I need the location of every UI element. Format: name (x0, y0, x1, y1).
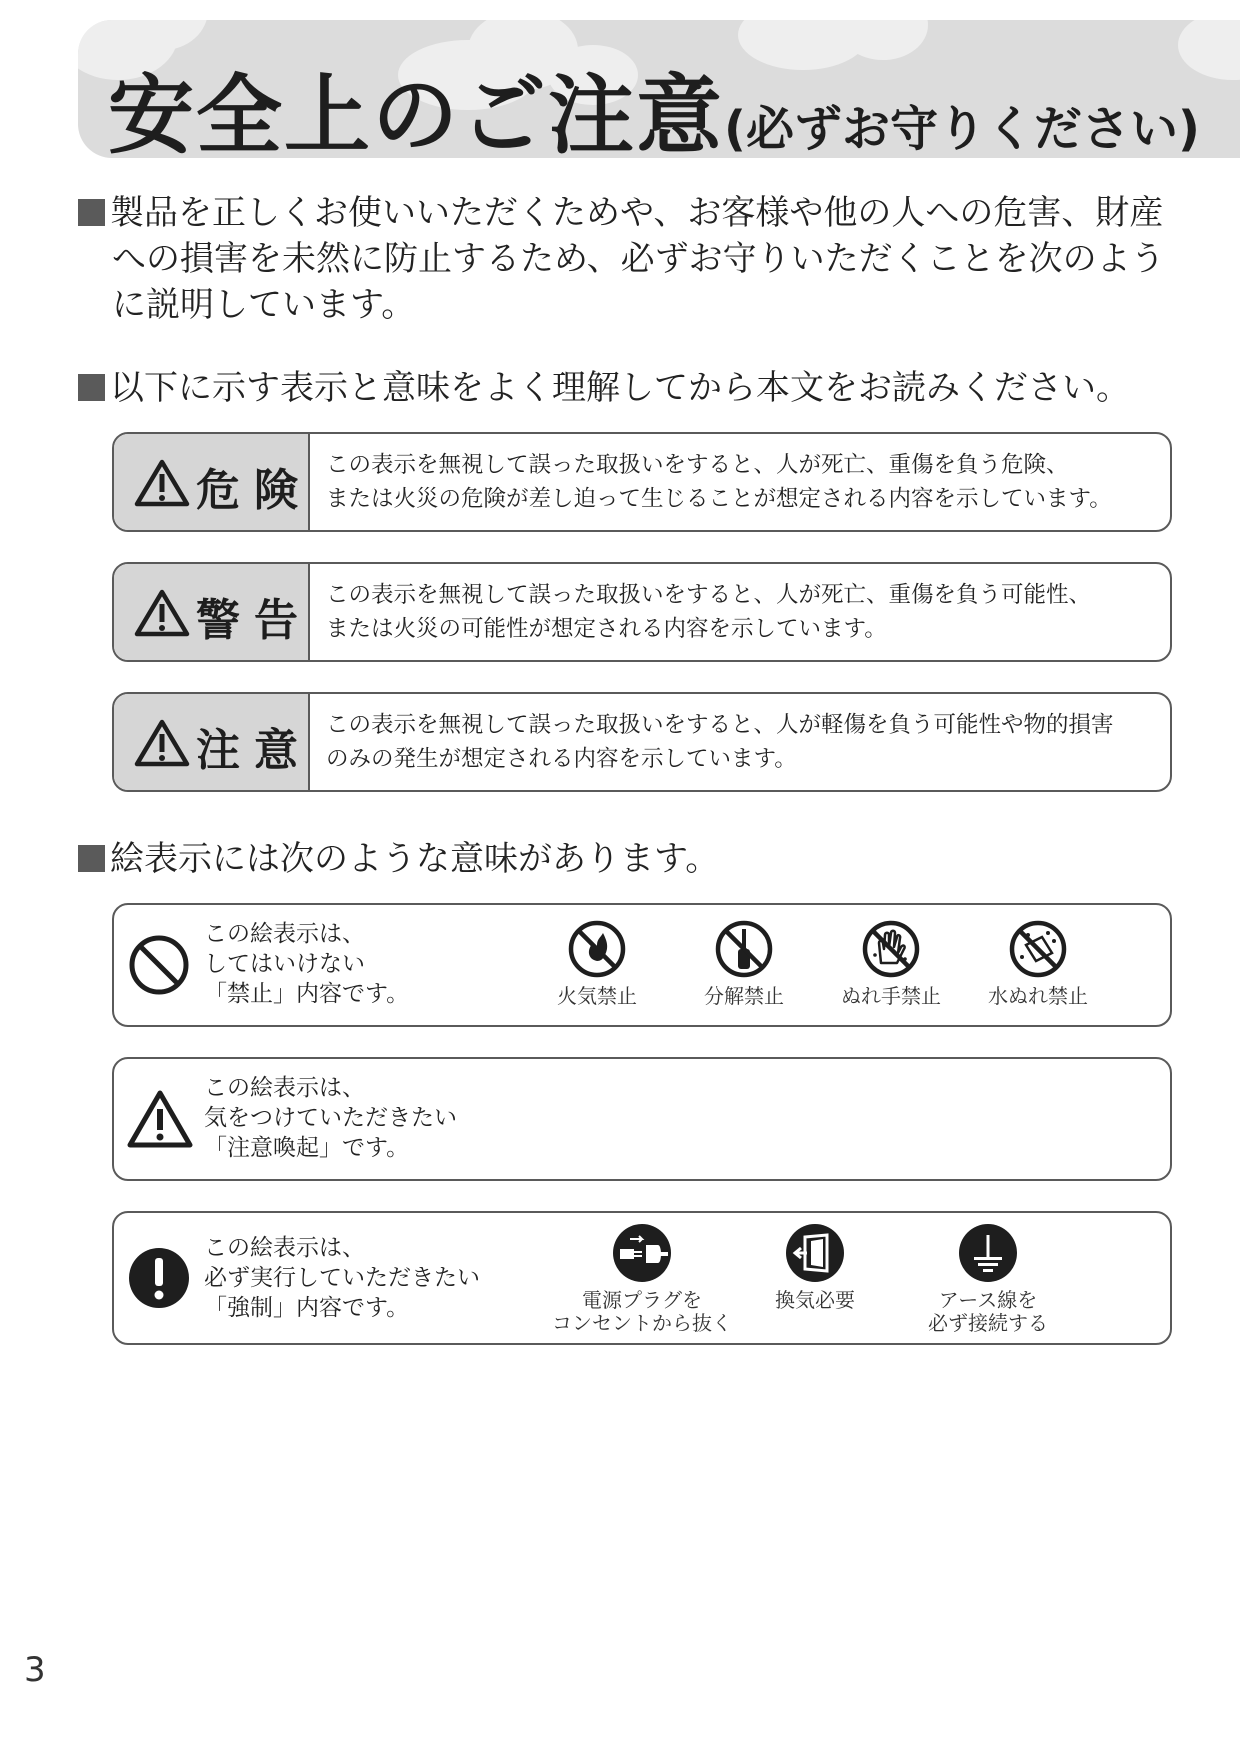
ventilation-icon (785, 1223, 845, 1283)
pictogram-box-prohibition (112, 903, 1172, 1027)
bullet-square-icon (78, 199, 105, 226)
no-water-icon (1008, 919, 1068, 979)
signal-desc-line: のみの発生が想定される内容を示しています。 (326, 746, 797, 772)
pictogram-label-line: 電源プラグを (582, 1288, 702, 1312)
caution-line: この絵表示は、 (204, 1075, 365, 1101)
caution-line: 気をつけていただきたい (204, 1105, 457, 1131)
page-title (108, 46, 1200, 170)
pictogram-heading (78, 836, 719, 882)
signal-description-caution (326, 708, 1156, 776)
signal-desc-line: この表示を無視して誤った取扱いをすると、人が死亡、重傷を負う可能性、 (326, 582, 1092, 608)
warning-triangle-icon (134, 718, 190, 768)
pictogram-no-disassembly (659, 919, 829, 1008)
signal-box-warning (112, 562, 1172, 662)
signal-description-danger (326, 448, 1156, 516)
mandatory-line: 「強制」内容です。 (204, 1295, 410, 1321)
legend-heading-text: 以下に示す表示と意味をよく理解してから本文をお読みください。 (110, 368, 1130, 408)
pictogram-box-caution (112, 1057, 1172, 1181)
unplug-icon (612, 1223, 672, 1283)
signal-label-caution (114, 694, 310, 790)
warning-triangle-icon (134, 588, 190, 638)
pictogram-box-mandatory (112, 1211, 1172, 1345)
prohibition-line: この絵表示は、 (204, 921, 365, 947)
signal-description-warning (326, 578, 1156, 646)
signal-word-caution: 注意 (196, 725, 312, 776)
no-disassembly-icon (714, 919, 774, 979)
pictogram-label: 分解禁止 (704, 984, 784, 1008)
prohibition-description (204, 919, 409, 1009)
pictogram-label: 火気禁止 (557, 984, 637, 1008)
caution-description (204, 1073, 457, 1163)
signal-desc-line: この表示を無視して誤った取扱いをすると、人が軽傷を負う可能性や物的損害 (326, 712, 1114, 738)
signal-desc-line: または火災の可能性が想定される内容を示しています。 (326, 616, 887, 642)
pictogram-ground-wire (903, 1223, 1073, 1335)
prohibition-line: してはいけない (204, 951, 365, 977)
signal-desc-line: この表示を無視して誤った取扱いをすると、人が死亡、重傷を負う危険、 (326, 452, 1069, 478)
caution-line: 「注意喚起」です。 (204, 1135, 410, 1161)
pictogram-unplug (542, 1223, 742, 1335)
title-main: 安全上のご注意 (108, 66, 724, 166)
intro-line-2: への損害を未然に防止するため、必ずお守りいただくことを次のよう (112, 239, 1165, 279)
mandatory-description (204, 1233, 480, 1323)
signal-box-caution (112, 692, 1172, 792)
legend-heading (78, 365, 1130, 411)
signal-word-danger: 危険 (196, 465, 312, 516)
signal-box-danger (112, 432, 1172, 532)
signal-label-warning (114, 564, 310, 660)
pictogram-label-line: 換気必要 (775, 1288, 855, 1312)
prohibition-line: 「禁止」内容です。 (204, 981, 410, 1007)
pictogram-ventilation (730, 1223, 900, 1312)
pictogram-label: 水ぬれ禁止 (988, 984, 1088, 1008)
caution-triangle-icon (126, 1089, 194, 1149)
pictogram-label (542, 1289, 742, 1335)
mandatory-icon (128, 1247, 190, 1309)
bullet-square-icon (78, 374, 105, 401)
warning-triangle-icon (134, 458, 190, 508)
pictogram-label (903, 1289, 1073, 1335)
bullet-square-icon (78, 845, 105, 872)
pictogram-no-wet-hands (806, 919, 976, 1008)
pictogram-no-water (953, 919, 1123, 1008)
intro-line-1: 製品を正しくお使いいただくためや、お客様や他の人への危害、財産 (110, 193, 1164, 233)
no-wet-hands-icon (861, 919, 921, 979)
intro-paragraph (78, 190, 1178, 328)
title-sub: (必ずお守りください) (724, 101, 1200, 157)
mandatory-line: この絵表示は、 (204, 1235, 365, 1261)
mandatory-line: 必ず実行していただきたい (204, 1265, 480, 1291)
signal-label-danger (114, 434, 310, 530)
pictogram-heading-text: 絵表示には次のような意味があります。 (110, 839, 720, 879)
pictogram-no-fire (512, 919, 682, 1008)
intro-line-3: に説明しています。 (112, 285, 416, 325)
prohibition-icon (128, 934, 190, 996)
no-fire-icon (567, 919, 627, 979)
pictogram-label-line: 必ず接続する (928, 1311, 1048, 1335)
signal-word-warning: 警告 (196, 595, 312, 646)
ground-icon (958, 1223, 1018, 1283)
pictogram-label-line: アース線を (938, 1288, 1038, 1312)
pictogram-label (730, 1289, 900, 1312)
signal-desc-line: または火災の危険が差し迫って生じることが想定される内容を示しています。 (326, 486, 1112, 512)
page-number: 3 (24, 1650, 46, 1690)
pictogram-label-line: コンセントから抜く (552, 1311, 732, 1335)
pictogram-label: ぬれ手禁止 (841, 984, 941, 1008)
